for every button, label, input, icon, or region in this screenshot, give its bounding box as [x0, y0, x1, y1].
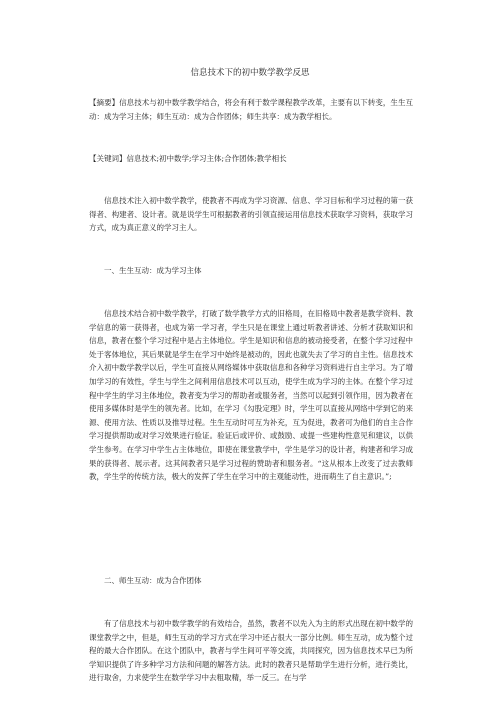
intro-paragraph: 信息技术注入初中数学教学，使教者不再成为学习资源、信息、学习目标和学习过程的第一获得者、构建者、设计者。就是说学生可根据教者的引领直接运用信息技术获取学习资料，获取学习方式，成为真正意义的学习主人。 — [89, 196, 413, 233]
section-body-1: 信息技术结合初中数学教学，打破了数学教学方式的旧格局，在旧格局中教者是教学资料、教学信息的第一获得者，也成为第一学习者，学生只是在课堂上通过听教者讲述、分析才获取知识和信息，教者在整个学习过程中是占主体地位。学生是知识和信息的被动接受者，在整个学习过程中处于客体地位，其后果就是学生在学习中始终是被动的，因此也就失去了学习的自主性。信息技术介入初中数学教学以后，学生可直接从网络媒体中获取信息和各种学习资料进行自主学习。为了增加学习的有效性，学生与学生之间利用信息技术可以互动，使学生成为学习的主体。在整个学习过程中学生的学习主体地位，教者变为学习的帮助者或服务者，当然可以起到引领作用，因为教者在使用多媒体时是学生的领先者。比如，在学习《勾股定理》时，学生可以直接从网络中学到它的来源、使用方法、性质以及推导过程。生生互动时可互为补充，互为促进，教者可为他们的自主合作学习提供帮助或对学习效果进行验证。验证后或评价、或鼓励、或提一些建构性意见和建议，以供学生参考。在学习中学生占主体地位，即使在课堂教学中，学生是学习的设计者，构建者和学习成果的获得者、展示者。这其间教者只是学习过程的赞助者和服务者。“这从根本上改变了过去教师教，学生学的传统方法，极大的发挥了学生在学习中的主观能动性，进而萌生了自主意识。”; — [89, 309, 413, 482]
document-title: 信息技术下的初中数学教学反思 — [190, 68, 310, 78]
section-body-2: 有了信息技术与初中数学教学的有效结合，虽然，教者不以先入为主的形式出现在初中数学的课堂教学之中，但是，师生互动的学习方式在学习中还占很大一部分比例。师生互动，成为整个过程的最大合作团队。在这个团队中，教者与学生间可平等交流，共同探究，因为信息技术早已为所学知识提供了许多种学习方法和问题的解答方法。此时的教者只是帮助学生进行分析，进行类比，进行取舍，力求使学生在数学学习中去粗取精，举一反三。在与学 — [89, 619, 413, 683]
section-heading-1: 一、生生互动：成为学习主体 — [104, 266, 202, 275]
abstract-paragraph: 【摘要】信息技术与初中数学教学结合，将会有利于数学课程教学改革，主要有以下转变，生生互动：成为学习主体；师生互动：成为合作团体；师生共享：成为教学相长。 — [89, 98, 413, 121]
keywords-paragraph: 【关键词】信息技术;初中数学;学习主体;合作团体;教学相长 — [89, 154, 287, 163]
section-heading-2: 二、师生互动：成为合作团体 — [104, 576, 202, 585]
